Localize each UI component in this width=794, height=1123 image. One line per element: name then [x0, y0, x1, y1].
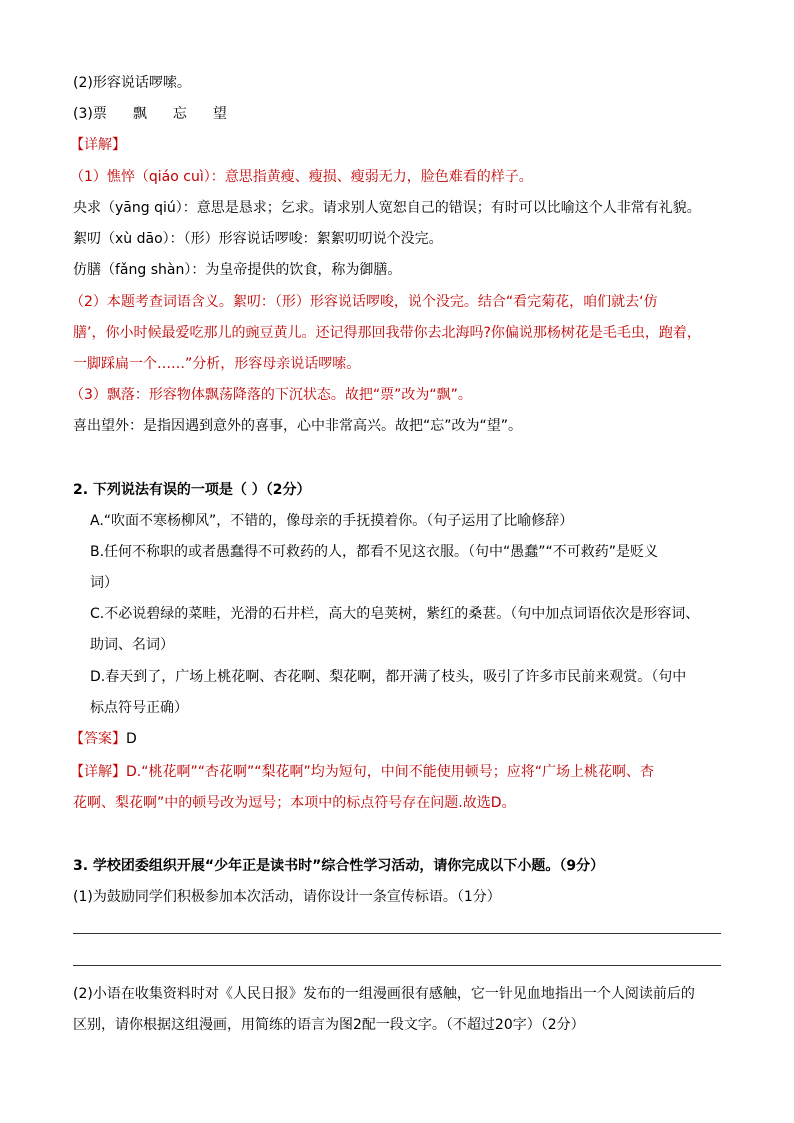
q1-answer-line-3 [73, 104, 733, 124]
q3-title: 3. 学校团委组织开展“少年正是读书时”综合性学习活动，请你完成以下小题。（9分） [73, 858, 605, 874]
q1-detail-line: （2）本题考查词语含义。絮叨：（形）形容说话啰唆，说个没完。结合“看完菊花，咱们就去‘仿 [70, 294, 658, 310]
q1-answer-item: 忘 [172, 106, 187, 122]
q1-detail-line: 一脚踩扁一个……”分析，形容母亲说话啰嗦。 [73, 356, 361, 372]
q2-option-c-cont: 助词、名词） [90, 637, 174, 653]
q2-detail-line: D.“桃花啊”“杏花啊”“梨花啊”均为短句，中间不能使用顿号；应将“广场上桃花啊、杏 [126, 764, 654, 780]
q1-answer-item: 飘 [132, 106, 147, 122]
answer-line [73, 965, 721, 966]
answer-line [73, 933, 721, 934]
q3-sub2-line: 区别，请你根据这组漫画，用简练的语言为图2配一段文字。（不超过20字）（2分） [73, 1017, 585, 1033]
q2-option-b-cont: 词） [90, 575, 118, 591]
q1-detail-line: （3）飘落：形容物体飘荡降落的下沉状态。故把“票”改为“飘”。 [70, 387, 472, 403]
q1-detail-line: 膳’，你小时候最爱吃那儿的豌豆黄儿。还记得那回我带你去北海吗?你偏说那杨树花是毛毛虫，跑着， [73, 325, 701, 341]
q2-option-b: B.任何不称职的或者愚蠢得不可救药的人，都看不见这衣服。（句中“愚蠢”“不可救药”是贬义 [90, 544, 659, 560]
q2-detail-line: 花啊、梨花啊”中的顿号改为逗号；本项中的标点符号存在问题.故选D。 [73, 795, 516, 811]
q2-option-d-cont: 标点符号正确） [90, 700, 188, 716]
q1-detail-line: 央求（yāng qiú）：意思是恳求；乞求。请求别人宽恕自己的错误；有时可以比喻这个人非常有礼貌。 [73, 200, 701, 216]
q1-detail-line: 喜出望外：是指因遇到意外的喜事，心中非常高兴。故把“忘”改为“望”。 [73, 418, 523, 434]
q1-detail-line: （1）憔悴（qiáo cuì）：意思指黄瘦、瘦损、瘦弱无力，脸色难看的样子。 [70, 169, 533, 185]
q2-detail-tag: 【详解】 [70, 764, 126, 780]
q2-answer [70, 729, 730, 749]
q1-answer-prefix: (3) [73, 106, 93, 122]
q2-option-d: D.春天到了，广场上桃花啊、杏花啊、梨花啊，都开满了枝头，吸引了许多市民前来观赏。（句中 [90, 669, 687, 685]
q2-title: 2. 下列说法有误的一项是（ ）（2分） [73, 482, 311, 498]
q3-sub2-line: (2)小语在收集资料时对《人民日报》发布的一组漫画很有感触，它一针见血地指出一个人阅读前后的 [73, 986, 695, 1002]
q1-detail-tag: 【详解】 [70, 137, 126, 153]
q2-answer-value: D [126, 731, 137, 747]
q2-answer-tag: 【答案】 [70, 731, 126, 747]
q1-answer-item: 望 [212, 106, 227, 122]
q1-answer-line-2: (2)形容说话啰嗦。 [73, 75, 191, 91]
q3-sub1: (1)为鼓励同学们积极参加本次活动，请你设计一条宣传标语。（1分） [73, 889, 501, 905]
q2-detail [70, 762, 730, 782]
q1-answer-item: 票 [92, 106, 107, 122]
q2-option-c: C.不必说碧绿的菜畦，光滑的石井栏，高大的皂荚树，紫红的桑葚。（句中加点词语依次是形容词、 [90, 606, 700, 622]
q2-option-a: A.“吹面不寒杨柳风”，不错的，像母亲的手抚摸着你。（句子运用了比喻修辞） [90, 513, 574, 529]
q1-detail-line: 絮叨（xù dāo）：（形）形容说话啰唆：絮絮叨叨说个没完。 [73, 231, 443, 247]
q1-detail-line: 仿膳（fǎng shàn）：为皇帝提供的饮食，称为御膳。 [73, 262, 402, 278]
